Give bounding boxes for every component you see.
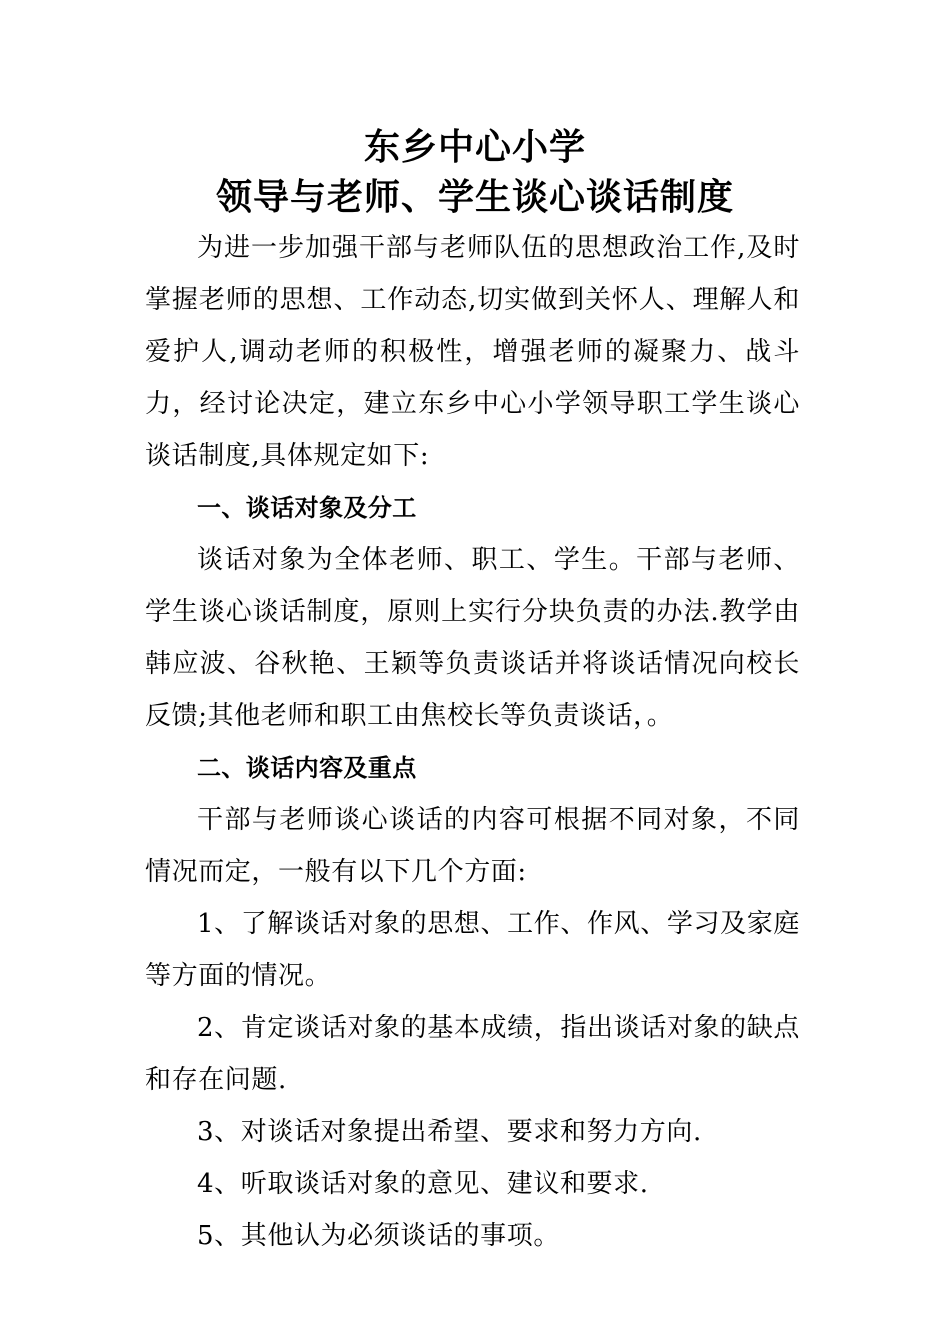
list-item-4: 4、听取谈话对象的意见、建议和要求.: [197, 1169, 649, 1199]
list-item-1: 1、了解谈话对象的思想、工作、作风、学习及家庭等方面的情况。: [145, 909, 800, 991]
list-item-5: 5、其他认为必须谈话的事项。: [197, 1221, 560, 1251]
section-1-heading: 一、谈话对象及分工: [197, 494, 417, 522]
section-2-heading: 二、谈话内容及重点: [197, 754, 417, 782]
school-title: 东乡中心小学: [363, 126, 586, 168]
intro-paragraph: 为进一步加强干部与老师队伍的思想政治工作,及时掌握老师的思想、工作动态,切实做到关怀人、理解人和爱护人,调动老师的积极性，增强老师的凝聚力、战斗力，经讨论决定，建立东乡中心小学领导职工学生谈心谈话制度,具体规定如下:: [145, 233, 800, 471]
document-title: 领导与老师、学生谈心谈话制度: [215, 176, 734, 218]
section-1-paragraph: 谈话对象为全体老师、职工、学生。干部与老师、学生谈心谈话制度，原则上实行分块负责的办法.教学由韩应波、谷秋艳、王颖等负责谈话并将谈话情况向校长反馈;其他老师和职工由焦校长等负责谈话，。: [145, 545, 800, 731]
list-item-2: 2、肯定谈话对象的基本成绩，指出谈话对象的缺点和存在问题.: [145, 1013, 800, 1095]
document-body: [145, 222, 800, 1262]
list-item-3: 3、对谈话对象提出希望、要求和努力方向.: [197, 1117, 702, 1147]
section-2-paragraph: 干部与老师谈心谈话的内容可根据不同对象，不同情况而定，一般有以下几个方面:: [145, 805, 800, 887]
